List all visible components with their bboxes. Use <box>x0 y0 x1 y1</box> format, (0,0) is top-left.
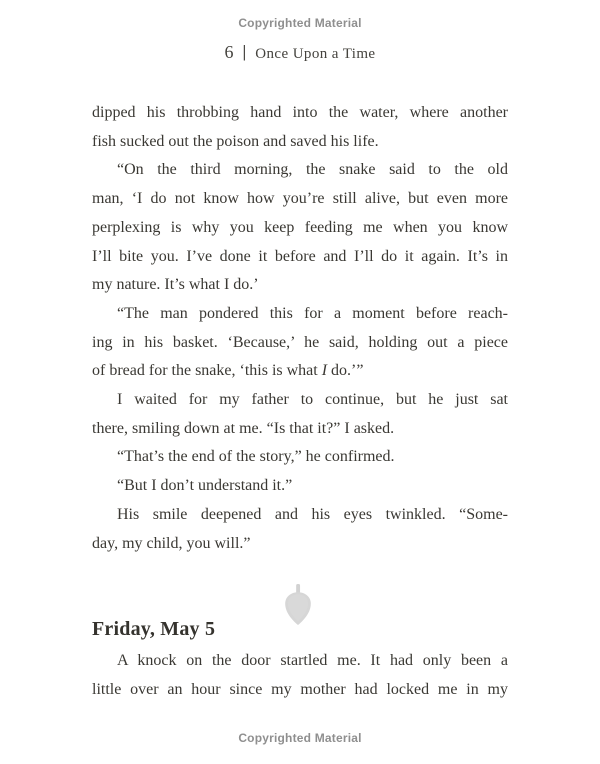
text-line: His smile deepened and his eyes twinkled. “Some- <box>117 505 508 523</box>
paragraph <box>92 99 508 156</box>
header-separator: | <box>242 42 247 61</box>
text-line: perplexing is why you keep feeding me when you know <box>92 218 508 236</box>
paragraph <box>92 472 508 501</box>
text-line <box>92 357 508 386</box>
text-run: do.’” <box>327 362 364 380</box>
text-line: ing in his basket. ‘Because,’ he said, holding out a piece <box>92 333 508 351</box>
text-line: little over an hour since my mother had locked me in my <box>92 680 508 698</box>
paragraph <box>92 647 508 704</box>
paragraph <box>92 300 508 386</box>
emphasized-text: I <box>321 362 328 380</box>
paragraph <box>92 156 508 300</box>
text-line: A knock on the door startled me. It had only been a <box>117 652 508 670</box>
paragraph <box>92 501 508 558</box>
paragraph <box>92 386 508 443</box>
text-run: of bread for the snake, ‘this is what <box>92 362 322 380</box>
text-line: there, smiling down at me. “Is that it?” I asked. <box>92 419 395 437</box>
text-line: fish sucked out the poison and saved his life. <box>92 132 379 150</box>
text-line: “On the third morning, the snake said to the old <box>117 161 508 179</box>
text-line: my nature. It’s what I do.’ <box>92 276 259 294</box>
paragraph <box>92 443 508 472</box>
running-header <box>0 42 600 63</box>
text-line: man, ‘I do not know how you’re still alive, but even more <box>92 190 508 208</box>
copyright-banner-top: Copyrighted Material <box>238 16 362 30</box>
strawberry-ornament-icon <box>284 584 312 625</box>
text-line: “The man pondered this for a moment before reach- <box>117 304 508 322</box>
text-line: “But I don’t understand it.” <box>117 477 293 495</box>
text-line: I’ll bite you. I’ve done it before and I’ll do it again. It’s in <box>92 247 508 265</box>
text-line: “That’s the end of the story,” he confirmed. <box>117 448 395 466</box>
text-line: I waited for my father to continue, but he just sat <box>117 391 508 409</box>
copyright-banner-bottom: Copyrighted Material <box>238 731 362 745</box>
book-title: Once Upon a Time <box>255 46 376 62</box>
page-number: 6 <box>224 42 234 62</box>
text-line: day, my child, you will.” <box>92 534 251 552</box>
text-line: dipped his throbbing hand into the water, where another <box>92 104 508 121</box>
section-heading-date: Friday, May 5 <box>92 618 216 641</box>
